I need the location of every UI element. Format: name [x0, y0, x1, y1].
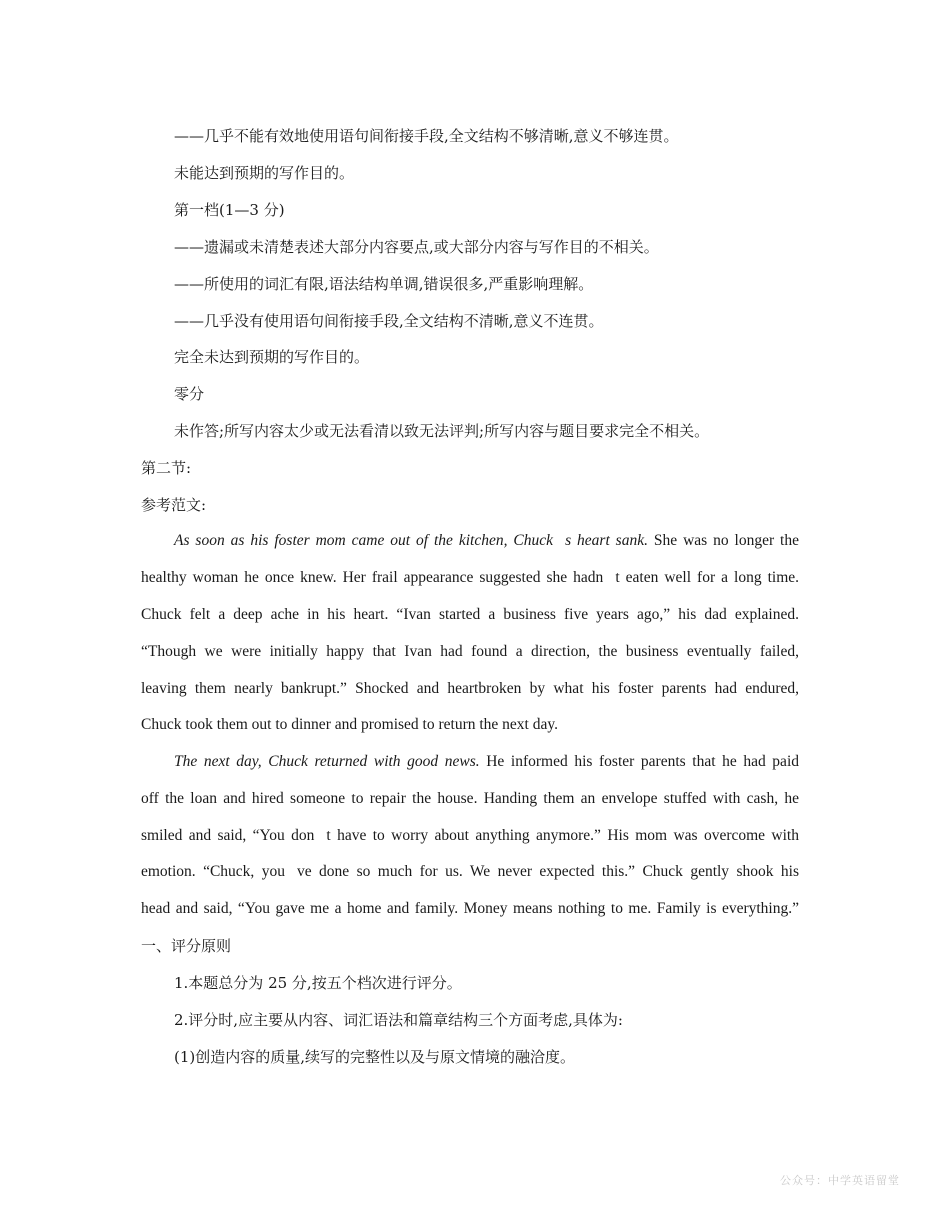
- essay-paragraph-1-line: [174, 531, 799, 551]
- essay-paragraph-2-line: smiled and said, “You don t have to worry about anything anymore.” His mom was overcome with: [141, 827, 799, 844]
- criteria-line: 未能达到预期的写作目的。: [174, 164, 355, 182]
- essay-paragraph-1-line: healthy woman he once knew. Her frail appearance suggested she hadn t eaten well for a long time.: [141, 569, 799, 586]
- watermark-text: 公众号：中学英语留堂: [780, 1174, 900, 1187]
- essay-paragraph-2-line: emotion. “Chuck, you ve done so much for us. We never expected this.” Chuck gently shook his: [141, 863, 799, 880]
- grade-heading: 零分: [174, 385, 205, 403]
- essay-paragraph-1-line: leaving them nearly bankrupt.” Shocked and heartbroken by what his foster parents had endured,: [141, 680, 799, 697]
- essay-paragraph-1-line: Chuck felt a deep ache in his heart. “Ivan started a business five years ago,” his dad explained.: [141, 606, 799, 623]
- criteria-line: 完全未达到预期的写作目的。: [174, 348, 370, 366]
- criteria-line: ——所使用的词汇有限,语法结构单调,错误很多,严重影响理解。: [174, 275, 594, 293]
- essay-text: She was no longer the: [647, 532, 799, 549]
- essay-paragraph-2-line: [174, 752, 799, 772]
- essay-lead-sentence: As soon as his foster mom came out of the kitchen, Chuck s heart sank.: [174, 532, 648, 549]
- rubric-item: (1)创造内容的质量,续写的完整性以及与原文情境的融洽度。: [174, 1048, 576, 1066]
- rubric-item: 1.本题总分为 25 分,按五个档次进行评分。: [174, 974, 462, 992]
- essay-paragraph-1-line: “Though we were initially happy that Ivan had found a direction, the business eventually failed,: [141, 643, 799, 660]
- essay-text: He informed his foster parents that he had paid: [479, 753, 799, 770]
- rubric-item: 2.评分时,应主要从内容、词汇语法和篇章结构三个方面考虑,具体为:: [174, 1011, 623, 1029]
- criteria-line: ——遗漏或未清楚表述大部分内容要点,或大部分内容与写作目的不相关。: [174, 238, 659, 256]
- essay-paragraph-2-line: off the loan and hired someone to repair the house. Handing them an envelope stuffed with cash, he: [141, 790, 799, 807]
- section-heading: 第二节:: [141, 459, 192, 477]
- section-heading: 参考范文:: [141, 496, 207, 514]
- rubric-heading: 一、评分原则: [141, 937, 232, 955]
- grade-heading: 第一档(1—3 分): [174, 201, 285, 219]
- essay-paragraph-2-line: head and said, “You gave me a home and family. Money means nothing to me. Family is everything.”: [141, 900, 799, 917]
- criteria-line: ——几乎不能有效地使用语句间衔接手段,全文结构不够清晰,意义不够连贯。: [174, 127, 679, 145]
- criteria-line: ——几乎没有使用语句间衔接手段,全文结构不清晰,意义不连贯。: [174, 312, 604, 330]
- essay-paragraph-1-line: Chuck took them out to dinner and promised to return the next day.: [141, 716, 558, 733]
- criteria-line: 未作答;所写内容太少或无法看清以致无法评判;所写内容与题目要求完全不相关。: [174, 422, 710, 440]
- essay-lead-sentence: The next day, Chuck returned with good news.: [174, 753, 480, 770]
